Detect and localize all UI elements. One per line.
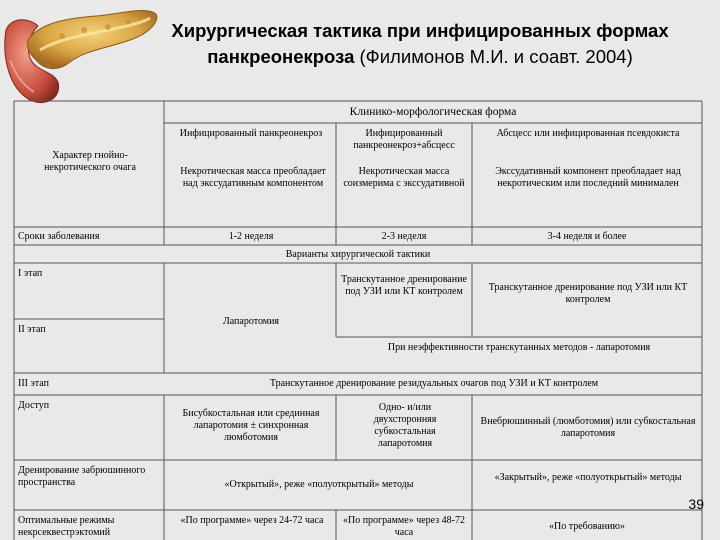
access-1: Бисубкостальная или срединная лапаротомия ± синхронная люмботомия bbox=[182, 408, 320, 443]
laparotomy: Лапаротомия bbox=[222, 316, 280, 327]
form-timing-2: 2-3 неделя bbox=[381, 231, 427, 242]
regime-3: «По требованию» bbox=[549, 521, 625, 532]
regime-1: «По программе» через 24-72 часа bbox=[180, 515, 324, 526]
row-label-stage1: I этап bbox=[18, 268, 43, 279]
row-label-stage2: II этап bbox=[18, 324, 46, 335]
form-name-1: Инфицированный панкреонекроз bbox=[179, 128, 323, 139]
stage3-text: Транскутанное дренирование резидуальных очагов под УЗИ и КТ контролем bbox=[269, 378, 599, 389]
regime-2: «По программе» через 48-72 часа bbox=[342, 515, 466, 538]
row-label-regimes: Оптимальные режимы некрсеквестрэктомий bbox=[18, 515, 115, 538]
pancreas-illustration bbox=[0, 0, 160, 110]
tactics-header: Варианты хирургической тактики bbox=[285, 249, 431, 260]
form-timing-3: 3-4 неделя и более bbox=[547, 231, 627, 242]
row-label-character: Характер гнойно-некротического очага bbox=[44, 150, 136, 173]
form-name-3: Абсцесс или инфицированная псевдокиста bbox=[496, 128, 680, 139]
form-timing-1: 1-2 неделя bbox=[228, 231, 274, 242]
row-label-timing: Сроки заболевания bbox=[18, 231, 100, 242]
transcutaneous-drainage-3: Транскутанное дренирование под УЗИ или КТ контролем bbox=[488, 282, 688, 305]
header-clinical-form: Клинико-морфологическая форма bbox=[349, 106, 517, 118]
drainage-closed: «Закрытый», реже «полуоткрытый» методы bbox=[494, 472, 682, 483]
row-label-drainage: Дренирование забрюшинного пространства bbox=[18, 465, 146, 488]
transcutaneous-drainage-2: Транскутанное дренирование под УЗИ или КТ контролем bbox=[341, 274, 467, 297]
page-number: 39 bbox=[688, 496, 704, 512]
access-3: Внебрюшинный (люмботомия) или субкостальная лапаротомия bbox=[480, 416, 696, 439]
form-character-2: Некротическая масса соизмерима с экссудативной bbox=[343, 166, 465, 189]
form-character-3: Экссудативный компонент преобладает над некротическим или последний минимален bbox=[495, 166, 681, 189]
slide-title bbox=[140, 18, 700, 70]
title-normal: (Филимонов М.И. и соавт. 2004) bbox=[359, 46, 633, 67]
row-label-access: Доступ bbox=[18, 400, 50, 411]
title-bold: Хирургическая тактика при инфицированных формах панкреонекроза bbox=[171, 20, 669, 67]
form-name-2: Инфицированный панкреонекроз+абсцесс bbox=[353, 128, 455, 151]
access-2: Одно- и/или двухсторонняя субкостальная лапаротомия bbox=[373, 402, 437, 449]
form-character-1: Некротическая масса преобладает над экссудативным компонентом bbox=[180, 166, 326, 189]
ineffective-note: При неэффективности транскутанных методов - лапаротомия bbox=[387, 342, 651, 353]
row-label-stage3: III этап bbox=[18, 378, 49, 389]
drainage-open: «Открытый», реже «полуоткрытый» методы bbox=[224, 479, 414, 490]
